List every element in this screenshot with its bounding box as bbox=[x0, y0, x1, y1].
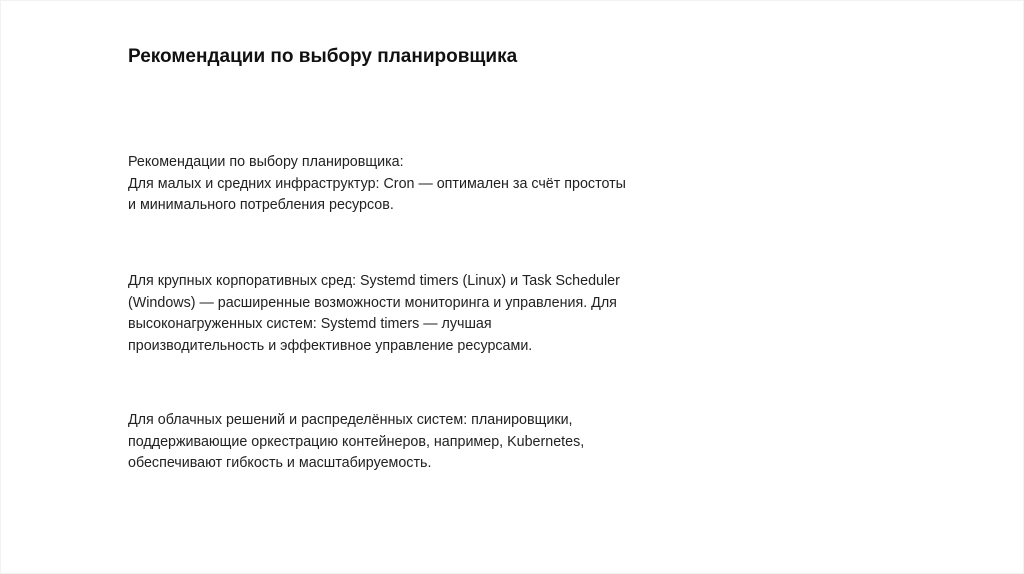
paragraph-line: Для облачных решений и распределённых систем: планировщики, bbox=[128, 412, 573, 428]
paragraph-line: поддерживающие оркестрацию контейнеров, например, Kubernetes, bbox=[128, 433, 585, 450]
paragraph-line: и минимального потребления ресурсов. bbox=[128, 197, 394, 213]
paragraph-line: Для крупных корпоративных сред: Systemd timers (Linux) и Task Scheduler bbox=[128, 273, 620, 289]
paragraph-line: высоконагруженных систем: Systemd timers — лучшая bbox=[128, 316, 492, 332]
paragraph-cloud bbox=[128, 410, 688, 475]
slide-title: Рекомендации по выбору планировщика bbox=[128, 46, 518, 67]
paragraph-line: обеспечивают гибкость и масштабируемость. bbox=[128, 455, 432, 471]
paragraph-line: Рекомендации по выбору планировщика: bbox=[128, 154, 404, 170]
paragraph-small-infrastructure bbox=[128, 152, 688, 217]
paragraph-line: (Windows) — расширенные возможности мониторинга и управления. Для bbox=[128, 294, 617, 311]
paragraph-enterprise bbox=[128, 271, 688, 357]
paragraph-line: Для малых и средних инфраструктур: Cron — оптимален за счёт простоты bbox=[128, 175, 626, 192]
paragraph-line: производительность и эффективное управление ресурсами. bbox=[128, 337, 533, 354]
